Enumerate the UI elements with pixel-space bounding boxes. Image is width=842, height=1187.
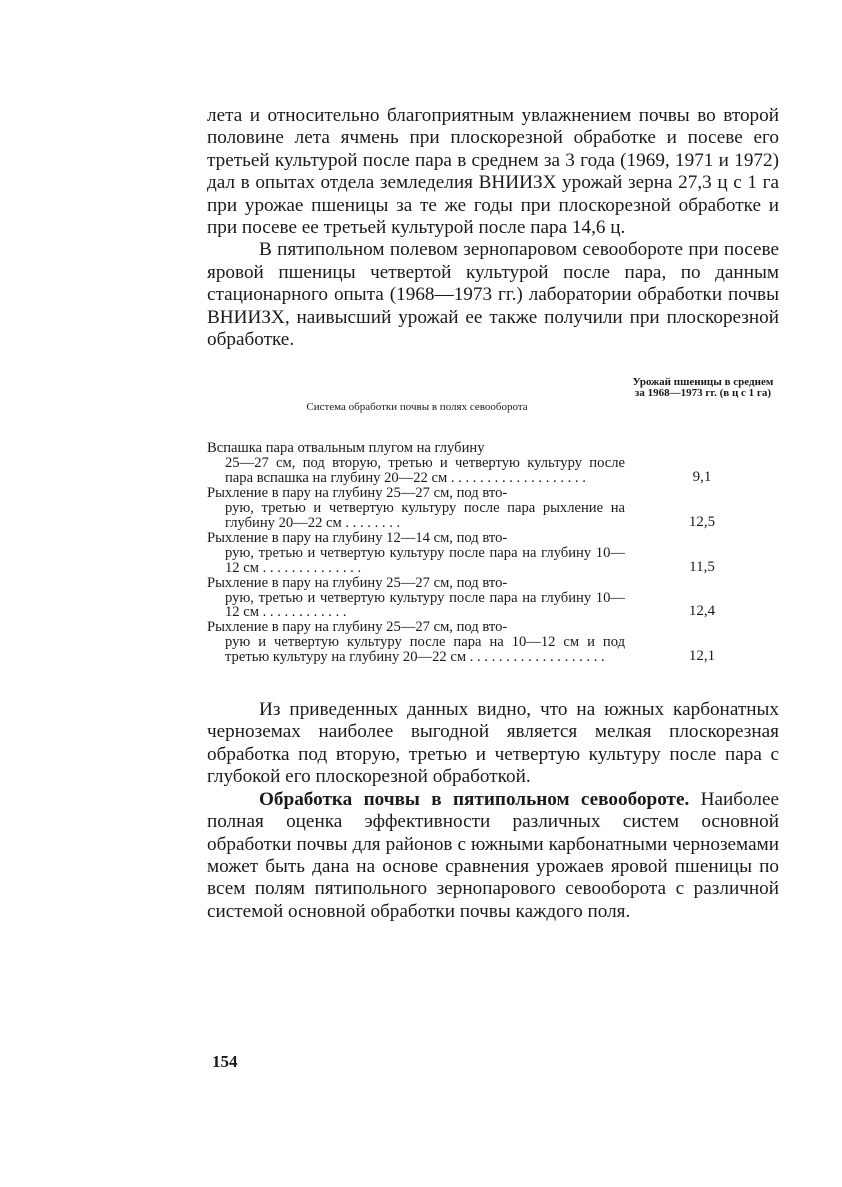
row-first-line: Рыхление в пару на глубину 25—27 см, под вто- bbox=[207, 619, 508, 636]
row-yield-value: 9,1 bbox=[692, 469, 712, 486]
row-yield-value: 12,4 bbox=[688, 603, 716, 620]
row-first-line: Рыхление в пару на глубину 25—27 см, под вто- bbox=[207, 485, 508, 502]
table-row bbox=[207, 576, 779, 621]
paragraph-five-field bbox=[207, 789, 779, 923]
row-continuation: 25—27 см, под вторую, третью и четвертую культуру после пара вспашка на глубину 20—22 см . . . . . . . . . . . . . . . . . . . bbox=[225, 455, 625, 487]
table-row bbox=[207, 486, 779, 531]
yield-table bbox=[207, 377, 779, 665]
paragraph-continued: лета и относительно благоприятным увлажнением почвы во второй половине лета ячмень при плоскорезной обработке и посеве его третьей культурой после пара в среднем за 3 года (1969, 1971 и 1972) дал в опытах отдела земледелия ВНИИЗХ урожай зерна 27,3 ц с 1 га при урожае пшеницы за те же годы при плоскорезной обработке и при посеве ее третьей культурой после пара 14,6 ц. bbox=[207, 105, 779, 239]
row-continuation: рую, третью и четвертую культуру после пара рыхление на глубину 20—22 см . . . . . . . . bbox=[225, 500, 625, 531]
table-row bbox=[207, 620, 779, 665]
page-body bbox=[207, 105, 779, 923]
conclusion-section bbox=[207, 699, 779, 923]
row-continuation: рую, третью и четвертую культуру после пара на глубину 10—12 см . . . . . . . . . . . . bbox=[225, 589, 625, 621]
row-continuation: рую, третью и четвертую культуру после пара на глубину 10—12 см . . . . . . . . . . . . . . bbox=[225, 544, 625, 576]
paragraph-five-field-text: Наиболее полная оценка эффективности различных систем основной обработки почвы для районов с южными карбонатными черноземами может быть дана на основе сравнения урожаев яровой пшеницы по всем полям пятипольного зернопарового севооборота с различной системой основной обработки почвы каждого поля. bbox=[207, 788, 780, 922]
row-yield-value: 11,5 bbox=[689, 558, 715, 575]
header-system: Система обработки почвы в полях севооборота bbox=[306, 401, 528, 414]
row-yield-value: 12,5 bbox=[688, 513, 716, 530]
row-description bbox=[207, 441, 625, 486]
row-description bbox=[207, 576, 625, 621]
table-row bbox=[207, 441, 779, 486]
header-yield: Урожай пшеницы в среднем за 1968—1973 гг. (в ц с 1 га) bbox=[632, 376, 774, 400]
paragraph-crop-rotation: В пятипольном полевом зернопаровом севообороте при посеве яровой пшеницы четвертой культурой после пара, по данным стационарного опыта (1968—1973 гг.) лаборатории обработки почвы ВНИИЗХ, наивысший урожай ее также получили при плоскорезной обработке. bbox=[207, 239, 779, 351]
row-first-line: Рыхление в пару на глубину 25—27 см, под вто- bbox=[207, 574, 508, 591]
row-description bbox=[207, 486, 625, 531]
paragraph-conclusion: Из приведенных данных видно, что на южных карбонатных черноземах наиболее выгодной является мелкая плоскорезная обработка под вторую, третью и четвертую культуру после пара с глубокой его плоскорезной обработкой. bbox=[207, 699, 779, 788]
table-row bbox=[207, 531, 779, 576]
row-first-line: Рыхление в пару на глубину 12—14 см, под вто- bbox=[207, 529, 508, 546]
row-description bbox=[207, 620, 625, 665]
row-description bbox=[207, 531, 625, 576]
table-header bbox=[207, 377, 779, 441]
row-first-line: Вспашка пара отвальным плугом на глубину bbox=[207, 440, 485, 457]
page-number: 154 bbox=[212, 1052, 238, 1071]
row-continuation: рую и четвертую культуру после пара на 10—12 см и под третью культуру на глубину 20—22 см . . . . . . . . . . . . . . . . . . . bbox=[225, 634, 625, 666]
section-heading: Обработка почвы в пятипольном севообороте. bbox=[259, 788, 690, 810]
row-yield-value: 12,1 bbox=[688, 648, 716, 665]
